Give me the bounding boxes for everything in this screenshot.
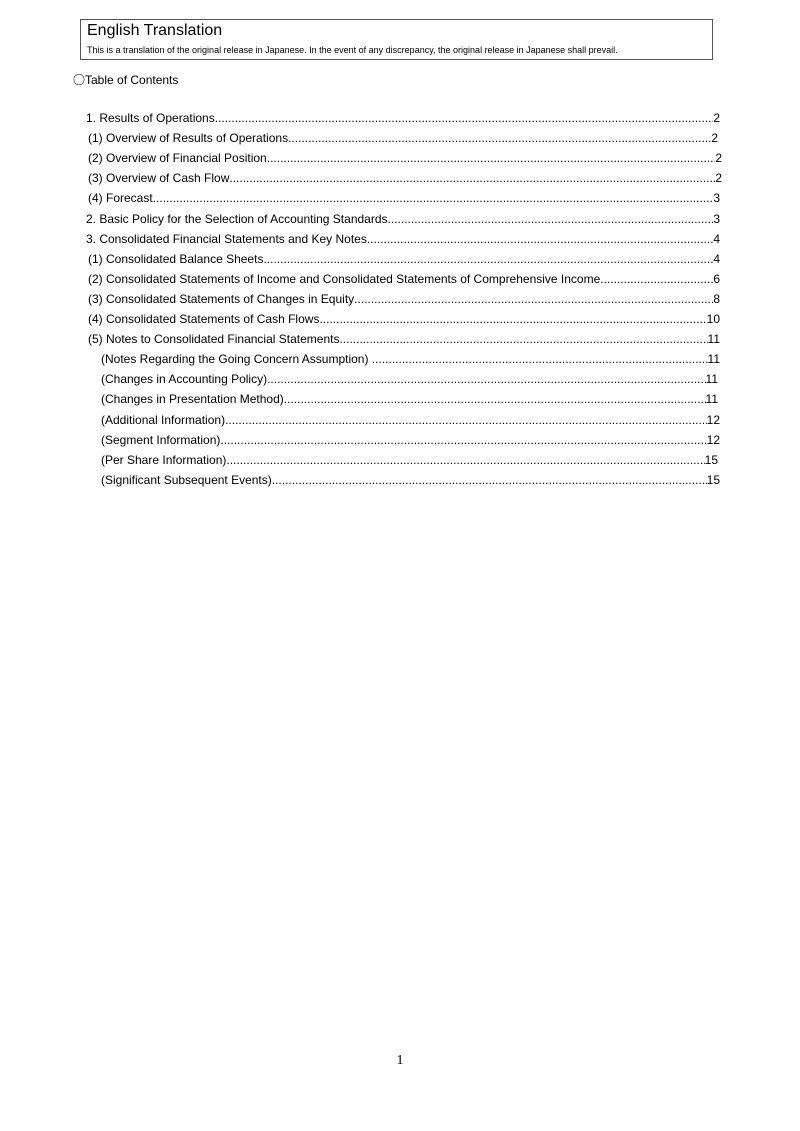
toc-entry[interactable] [88,131,718,146]
toc-entry-page-number: 8 [713,291,720,306]
toc-entry-page-number: 2 [713,111,720,125]
toc-heading: 〇Table of Contents [73,73,179,87]
toc-entry[interactable] [101,433,720,448]
page-number: 1 [396,1053,404,1068]
toc-entry-title: (4) Forecast [88,191,153,206]
toc-entry-title: 2. Basic Policy for the Selection of Accounting Standards [86,211,388,226]
toc-entry-title: (2) Consolidated Statements of Income and Consolidated Statements of Comprehensive Income. [88,271,604,286]
toc-entry[interactable] [88,171,722,186]
toc-entry-page-number: 4 [713,231,720,246]
toc-entry[interactable] [86,232,720,247]
toc-entry-title: (Changes in Presentation Method) [101,392,284,407]
dot-leader [343,332,708,347]
toc-entry-title: (Changes in Accounting Policy) [101,372,268,387]
dot-leader [284,392,706,407]
toc-entry-title: (1) Overview of Results of Operations [88,131,289,146]
toc-entry[interactable] [86,111,720,126]
english-translation-notice [80,19,713,60]
toc-entry-title: (5) Notes to Consolidated Financial Statements. [88,332,343,347]
dot-leader [267,151,716,166]
toc-entry-title: (3) Overview of Cash Flow [88,171,230,186]
toc-entry-title: (Significant Subsequent Events) [101,472,272,487]
dot-leader [323,312,707,327]
toc-entry-title: (Per Share Information) [101,452,227,467]
toc-entry-page-number: 11 [705,392,718,407]
toc-entry[interactable] [88,252,720,267]
toc-entry-page-number: 15 [704,452,718,467]
toc-entry[interactable] [88,292,720,307]
toc-entry[interactable] [88,312,720,327]
toc-entry-page-number: 2 [711,131,718,146]
toc-entry[interactable] [88,272,720,287]
toc-entry-page-number: 3 [713,191,720,206]
toc-entry-page-number: 12 [706,432,720,447]
toc-entry-page-number: 2 [715,171,722,186]
dot-leader [220,433,706,448]
toc-entry-title: (3) Consolidated Statements of Changes in Equity [88,291,355,306]
dot-leader [604,272,714,287]
toc-entry-page-number: 15 [706,472,720,487]
toc-entry-title: 1. Results of Operations [86,111,215,125]
toc-entry-title: (1) Consolidated Balance Sheets [88,251,264,266]
dot-leader [288,131,711,146]
toc-entry[interactable] [101,473,720,488]
toc-entry-title: (2) Overview of Financial Position [88,151,267,166]
toc-entry-page-number: 4 [713,251,720,266]
toc-entry[interactable] [88,332,720,347]
dot-leader [153,191,714,206]
dot-leader [267,372,705,387]
toc-entry-title: 3. Consolidated Financial Statements and Key Notes [86,231,367,246]
toc-entry[interactable] [86,212,720,227]
toc-entry[interactable] [101,372,718,387]
toc-entry-title: (4) Consolidated Statements of Cash Flows. [88,312,323,326]
dot-leader [229,171,715,186]
dot-leader [354,292,713,307]
toc-entry-page-number: 11 [707,352,720,367]
toc-entry-title: (Notes Regarding the Going Concern Assumption) . [101,352,376,367]
toc-entry-page-number: 12 [706,412,720,427]
toc-entry[interactable] [101,413,720,428]
dot-leader [215,111,714,126]
dot-leader [272,473,707,488]
toc-entry[interactable] [101,453,718,468]
dot-leader [388,212,714,227]
toc-entry[interactable] [101,352,720,367]
notice-title: English Translation [87,22,223,39]
dot-leader [375,352,707,367]
toc-entry-title: (Additional Information) [101,412,226,427]
toc-entry-page-number: 3 [713,211,720,226]
dot-leader [367,232,713,247]
toc-entry-page-number: 6 [713,271,720,286]
dot-leader [226,453,704,468]
toc-entry-page-number: 11 [707,332,720,347]
toc-entry-page-number: 10 [706,312,720,326]
toc-entry[interactable] [101,392,718,407]
toc-entry-page-number: 11 [705,372,718,387]
toc-entry-title: (Segment Information) [101,432,221,447]
toc-entry[interactable] [88,151,722,166]
toc-entry[interactable] [88,191,720,206]
notice-text: This is a translation of the original release in Japanese. In the event of any discrepancy, the original release in Japanese shall prevail. [87,45,618,55]
dot-leader [263,252,713,267]
toc-entry-page-number: 2 [715,151,722,166]
dot-leader [225,413,707,428]
